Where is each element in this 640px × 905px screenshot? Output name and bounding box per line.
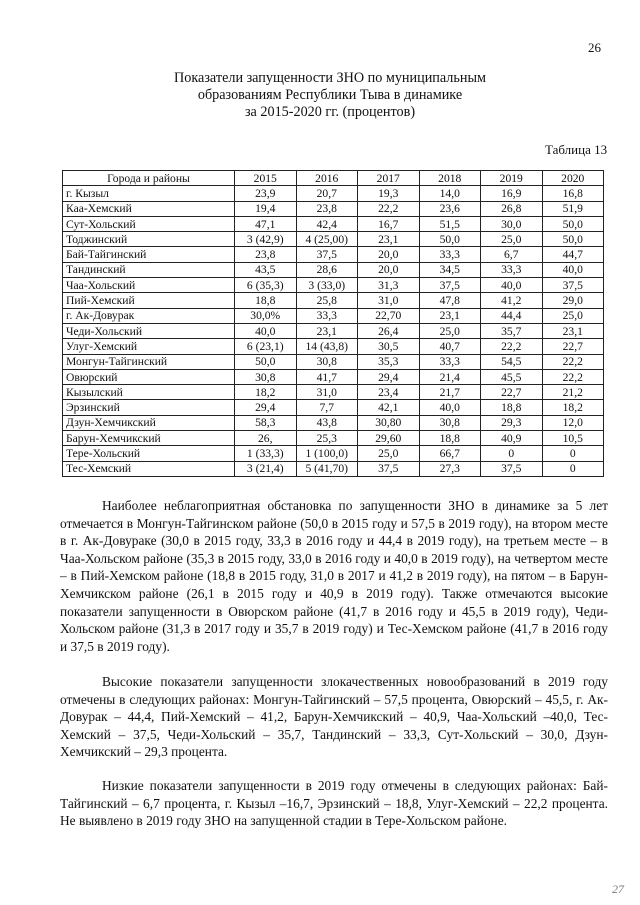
header-cell: 2018 [419,171,481,186]
value-cell: 30,8 [235,369,297,384]
value-cell: 18,8 [481,400,543,415]
region-name-cell: Чеди-Хольский [63,323,235,338]
value-cell: 1 (33,3) [235,446,297,461]
value-cell: 37,5 [358,461,420,476]
value-cell: 12,0 [542,415,604,430]
header-cell: 2019 [481,171,543,186]
value-cell: 33,3 [419,247,481,262]
table-row [63,186,604,201]
header-cell: 2020 [542,171,604,186]
value-cell: 16,7 [358,216,420,231]
value-cell: 23,9 [235,186,297,201]
value-cell: 37,5 [419,278,481,293]
value-cell: 18,8 [235,293,297,308]
value-cell: 10,5 [542,431,604,446]
value-cell: 20,0 [358,247,420,262]
table-row [63,293,604,308]
data-table [62,170,604,477]
value-cell: 35,3 [358,354,420,369]
table-row [63,262,604,277]
value-cell: 26,8 [481,201,543,216]
value-cell: 22,2 [481,339,543,354]
value-cell: 23,1 [358,232,420,247]
value-cell: 20,7 [296,186,358,201]
value-cell: 42,4 [296,216,358,231]
value-cell: 29,0 [542,293,604,308]
value-cell: 26,4 [358,323,420,338]
paragraph: Низкие показатели запущенности в 2019 году отмечены в следующих районах: Бай-Тайгинский – 6,7 процента, г. Кызыл –16,7, Эрзинский – 18,8, Улуг-Хемский – 22,2 процента. Не выявлено в 2019 году ЗНО на запущенной стадии в Тере-Хольском районе. [60,778,608,829]
table-row [63,232,604,247]
title-line: образованиям Республики Тыва в динамике [197,87,463,103]
value-cell: 31,0 [358,293,420,308]
table-row [63,308,604,323]
region-name-cell: Бай-Тайгинский [63,247,235,262]
value-cell: 50,0 [419,232,481,247]
value-cell: 37,5 [296,247,358,262]
header-cell: 2016 [296,171,358,186]
value-cell: 30,80 [358,415,420,430]
value-cell: 40,9 [481,431,543,446]
table-row [63,354,604,369]
value-cell: 20,0 [358,262,420,277]
value-cell: 41,7 [296,369,358,384]
value-cell: 18,2 [542,400,604,415]
value-cell: 47,8 [419,293,481,308]
value-cell: 54,5 [481,354,543,369]
value-cell: 33,3 [296,308,358,323]
value-cell: 14 (43,8) [296,339,358,354]
value-cell: 19,3 [358,186,420,201]
table-row [63,385,604,400]
page-number: 26 [588,40,601,55]
value-cell: 22,7 [481,385,543,400]
region-name-cell: Чаа-Хольский [63,278,235,293]
region-name-cell: г. Кызыл [63,186,235,201]
table-row [63,461,604,476]
paragraph: Высокие показатели запущенности злокачественных новообразований в 2019 году отмечены в следующих районах: Монгун-Тайгинский – 57,5 процента, Овюрский – 45,5, г. Ак-Довурак – 44,4, Пий-Хемский – 41,2, Барун-Хемчикский – 40,9, Чаа-Хольский –40,0, Тес-Хемский – 37,5, Чеди-Хольский – 35,7, Тандинский – 33,3, Сут-Хольский – 30,0, Дзун-Хемчикский – 29,3 процента. [60,674,608,760]
table-row [63,278,604,293]
region-name-cell: г. Ак-Довурак [63,308,235,323]
value-cell: 23,6 [419,201,481,216]
value-cell: 44,4 [481,308,543,323]
title-line: за 2015-2020 гг. (процентов) [244,104,416,120]
table-row [63,339,604,354]
value-cell: 21,2 [542,385,604,400]
region-name-cell: Тес-Хемский [63,461,235,476]
table-row [63,415,604,430]
value-cell: 31,3 [358,278,420,293]
value-cell: 43,8 [296,415,358,430]
value-cell: 23,1 [542,323,604,338]
region-name-cell: Тандинский [63,262,235,277]
value-cell: 22,7 [542,339,604,354]
value-cell: 18,2 [235,385,297,400]
header-cell: 2017 [358,171,420,186]
value-cell: 28,6 [296,262,358,277]
region-name-cell: Барун-Хемчикский [63,431,235,446]
value-cell: 23,8 [235,247,297,262]
value-cell: 34,5 [419,262,481,277]
value-cell: 40,0 [419,400,481,415]
value-cell: 30,5 [358,339,420,354]
value-cell: 30,8 [419,415,481,430]
value-cell: 6 (23,1) [235,339,297,354]
value-cell: 44,7 [542,247,604,262]
value-cell: 50,0 [235,354,297,369]
value-cell: 25,3 [296,431,358,446]
table-row [63,247,604,262]
value-cell: 33,3 [481,262,543,277]
value-cell: 21,4 [419,369,481,384]
value-cell: 29,3 [481,415,543,430]
value-cell: 30,0 [481,216,543,231]
header-cell: 2015 [235,171,297,186]
region-name-cell: Дзун-Хемчикский [63,415,235,430]
value-cell: 25,0 [419,323,481,338]
value-cell: 21,7 [419,385,481,400]
value-cell: 33,3 [419,354,481,369]
table-row [63,369,604,384]
table-row [63,431,604,446]
document-title [80,70,580,121]
value-cell: 18,8 [419,431,481,446]
value-cell: 50,0 [542,232,604,247]
value-cell: 22,2 [358,201,420,216]
value-cell: 40,0 [542,262,604,277]
value-cell: 43,5 [235,262,297,277]
value-cell: 51,9 [542,201,604,216]
value-cell: 23,4 [358,385,420,400]
value-cell: 29,4 [358,369,420,384]
value-cell: 25,0 [481,232,543,247]
corner-page-mark: 27 [612,882,624,896]
value-cell: 41,2 [481,293,543,308]
value-cell: 22,2 [542,369,604,384]
region-name-cell: Пий-Хемский [63,293,235,308]
table-row [63,400,604,415]
value-cell: 23,1 [419,308,481,323]
region-name-cell: Улуг-Хемский [63,339,235,354]
value-cell: 6,7 [481,247,543,262]
value-cell: 30,0% [235,308,297,323]
value-cell: 31,0 [296,385,358,400]
value-cell: 23,1 [296,323,358,338]
value-cell: 29,4 [235,400,297,415]
table-body [63,186,604,477]
value-cell: 29,60 [358,431,420,446]
value-cell: 45,5 [481,369,543,384]
value-cell: 26, [235,431,297,446]
value-cell: 16,8 [542,186,604,201]
value-cell: 25,0 [542,308,604,323]
value-cell: 23,8 [296,201,358,216]
table-header-row [63,171,604,186]
value-cell: 37,5 [542,278,604,293]
value-cell: 4 (25,00) [296,232,358,247]
value-cell: 27,3 [419,461,481,476]
value-cell: 66,7 [419,446,481,461]
header-cell: Города и районы [63,171,235,186]
paragraph: Наиболее неблагоприятная обстановка по запущенности ЗНО в динамике за 5 лет отмечается в Монгун-Тайгинском районе (50,0 в 2015 году и 57,5 в 2019 году), на втором месте в г. Ак-Довураке (30,0 в 2015 году, 33,3 в 2016 году и 44,4 в 2019 году), на третьем месте – в Чаа-Хольском районе (35,3 в 2015 году, 33,0 в 2016 году и 40,0 в 2019 году), на четвертом месте – в Пий-Хемском районе (18,8 в 2015 году, 31,0 в 2017 и 41,2 в 2019 году), на пятом – в Барун-Хемчикском районе (26,1 в 2015 году и 40,9 в 2019 году). Также отмечаются высокие показатели запущенности в Овюрском районе (41,7 в 2016 году и 45,5 в 2019 году), Чеди-Хольском районе (31,3 в 2017 году и 35,7 в 2019 году) и Тес-Хемском районе (41,7 в 2016 году и 37,5 в 2019 году). [60,498,608,654]
title-line: Показатели запущенности ЗНО по муниципальным [174,70,486,86]
table-row [63,216,604,231]
value-cell: 0 [542,446,604,461]
value-cell: 22,70 [358,308,420,323]
value-cell: 0 [481,446,543,461]
region-name-cell: Овюрский [63,369,235,384]
region-name-cell: Сут-Хольский [63,216,235,231]
value-cell: 51,5 [419,216,481,231]
value-cell: 22,2 [542,354,604,369]
region-name-cell: Кызылский [63,385,235,400]
value-cell: 0 [542,461,604,476]
region-name-cell: Тоджинский [63,232,235,247]
region-name-cell: Каа-Хемский [63,201,235,216]
value-cell: 3 (33,0) [296,278,358,293]
value-cell: 25,0 [358,446,420,461]
value-cell: 50,0 [542,216,604,231]
value-cell: 1 (100,0) [296,446,358,461]
value-cell: 35,7 [481,323,543,338]
table-row [63,323,604,338]
region-name-cell: Монгун-Тайгинский [63,354,235,369]
region-name-cell: Эрзинский [63,400,235,415]
value-cell: 58,3 [235,415,297,430]
value-cell: 19,4 [235,201,297,216]
value-cell: 16,9 [481,186,543,201]
value-cell: 25,8 [296,293,358,308]
value-cell: 47,1 [235,216,297,231]
value-cell: 30,8 [296,354,358,369]
value-cell: 14,0 [419,186,481,201]
value-cell: 5 (41,70) [296,461,358,476]
value-cell: 40,0 [235,323,297,338]
value-cell: 3 (42,9) [235,232,297,247]
value-cell: 6 (35,3) [235,278,297,293]
table-row [63,201,604,216]
value-cell: 7,7 [296,400,358,415]
value-cell: 37,5 [481,461,543,476]
value-cell: 3 (21,4) [235,461,297,476]
region-name-cell: Тере-Хольский [63,446,235,461]
table-label: Таблица 13 [545,142,608,157]
value-cell: 40,7 [419,339,481,354]
value-cell: 40,0 [481,278,543,293]
table-row [63,446,604,461]
value-cell: 42,1 [358,400,420,415]
